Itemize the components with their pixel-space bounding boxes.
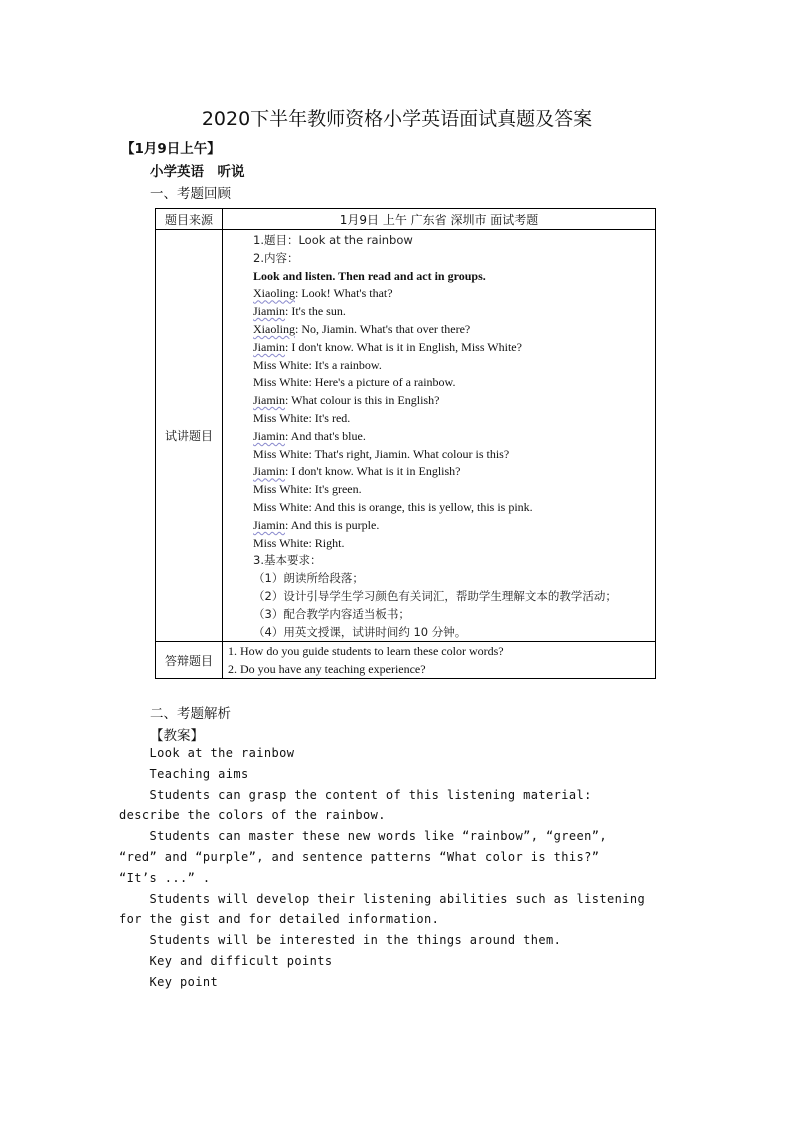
dialogue-line [253,339,655,357]
defense-question: 1. How do you guide students to learn these color words? [228,644,504,659]
exam-table [155,208,656,679]
dialogue-line [253,446,655,464]
dialogue-line [253,535,655,553]
defense-question: 2. Do you have any teaching experience? [228,662,426,677]
dialogue-line [253,303,655,321]
dialogue-text: : Here's a picture of a rainbow. [308,375,456,390]
lecture-content [223,230,656,642]
analysis-line: “It’s ...” . [119,870,211,885]
dialogue-text: : Right. [308,535,345,550]
requirement-item: （1）朗读所给段落； [253,571,364,586]
dialogue-text: : And that's blue. [285,428,366,443]
requirement-item: （3）配合教学内容适当板书； [253,606,410,621]
dialogue-text: : And this is orange, this is yellow, this is pink. [308,499,533,514]
speaker-name: Jiamin [253,304,285,319]
analysis-line: describe the colors of the rainbow. [119,808,386,823]
dialogue-text: : It's the sun. [285,304,346,319]
dialogue-text: : It's a rainbow. [308,357,382,372]
defense-row [156,642,656,679]
dialogue-line [253,374,655,392]
table-header-row [156,209,656,230]
requirement-item: （2）设计引导学生学习颜色有关词汇，帮助学生理解文本的教学活动； [253,588,617,603]
dialogue-line [253,428,655,446]
dialogue-text: : It's red. [308,410,351,425]
speaker-name: Miss White [253,482,309,497]
requirement-item: （4）用英文授课，试讲时间约 10 分钟。 [253,624,467,639]
dialogue-text: : That's right, Jiamin. What colour is this? [308,446,510,461]
analysis-line: Look at the rainbow [119,746,295,760]
analysis-line: Students can grasp the content of this listening material: [119,787,592,802]
dialogue-text: : I don't know. What is it in English, Miss White? [285,339,522,354]
speaker-name: Jiamin [253,393,285,408]
dialogue-line [253,517,655,535]
lesson-plan-heading: 【教案】 [150,728,204,744]
dialogue-line [253,481,655,499]
dialogue-line [253,357,655,375]
dialogue-text: : I don't know. What is it in English? [285,464,461,479]
speaker-name: Xiaoling [253,286,295,301]
speaker-name: Jiamin [253,339,285,354]
source-label: 题目来源 [156,209,223,230]
dialogue-line [253,463,655,481]
topic-line: 1.题目：Look at the rainbow [253,233,413,247]
dialogue-text: : And this is purple. [285,517,380,532]
speaker-name: Miss White [253,357,309,372]
speaker-name: Miss White [253,446,309,461]
analysis-line: Key and difficult points [119,954,333,968]
source-value: 1月9日 上午 广东省 深圳市 面试考题 [223,209,656,230]
analysis-line: “red” and “purple”, and sentence patterns “What color is this?” [119,850,600,864]
instruction-line: Look and listen. Then read and act in groups. [253,268,486,283]
dialogue-block [253,285,655,552]
analysis-line: Students will develop their listening abilities such as listening [119,891,646,906]
dialogue-line [253,499,655,517]
lecture-row [156,230,656,642]
defense-label: 答辩题目 [156,642,223,679]
dialogue-text: : It's green. [308,482,362,497]
speaker-name: Xiaoling [253,321,295,336]
dialogue-text: : What colour is this in English? [285,393,440,408]
speaker-name: Jiamin [253,428,285,443]
speaker-name: Miss White [253,410,309,425]
dialogue-text: : No, Jiamin. What's that over there? [295,321,471,336]
analysis-line: Students can master these new words like “rainbow”, “green”, [119,829,607,844]
analysis-line: Students will be interested in the things around them. [119,933,562,948]
speaker-name: Miss White [253,535,309,550]
speaker-name: Jiamin [253,464,285,479]
analysis-line: Teaching aims [119,766,249,781]
analysis-line: Key point [119,974,219,989]
dialogue-line [253,392,655,410]
subject-heading: 小学英语 听说 [150,164,245,180]
session-heading: 【1月9日上午】 [121,141,221,157]
speaker-name: Miss White [253,375,309,390]
section-analysis-heading: 二、考题解析 [150,706,231,722]
document-title: 2020下半年教师资格小学英语面试真题及答案 [201,108,593,130]
analysis-line: for the gist and for detailed information. [119,912,440,927]
dialogue-line [253,321,655,339]
speaker-name: Miss White [253,499,309,514]
dialogue-line [253,285,655,303]
content-label: 2.内容： [253,250,299,265]
dialogue-text: : Look! What's that? [295,286,393,301]
section-review-heading: 一、考题回顾 [150,186,231,202]
lecture-label: 试讲题目 [156,230,223,642]
speaker-name: Jiamin [253,517,285,532]
requirements-label: 3.基本要求： [253,553,322,568]
dialogue-line [253,410,655,428]
defense-questions [223,642,656,679]
requirements-list [253,570,655,641]
